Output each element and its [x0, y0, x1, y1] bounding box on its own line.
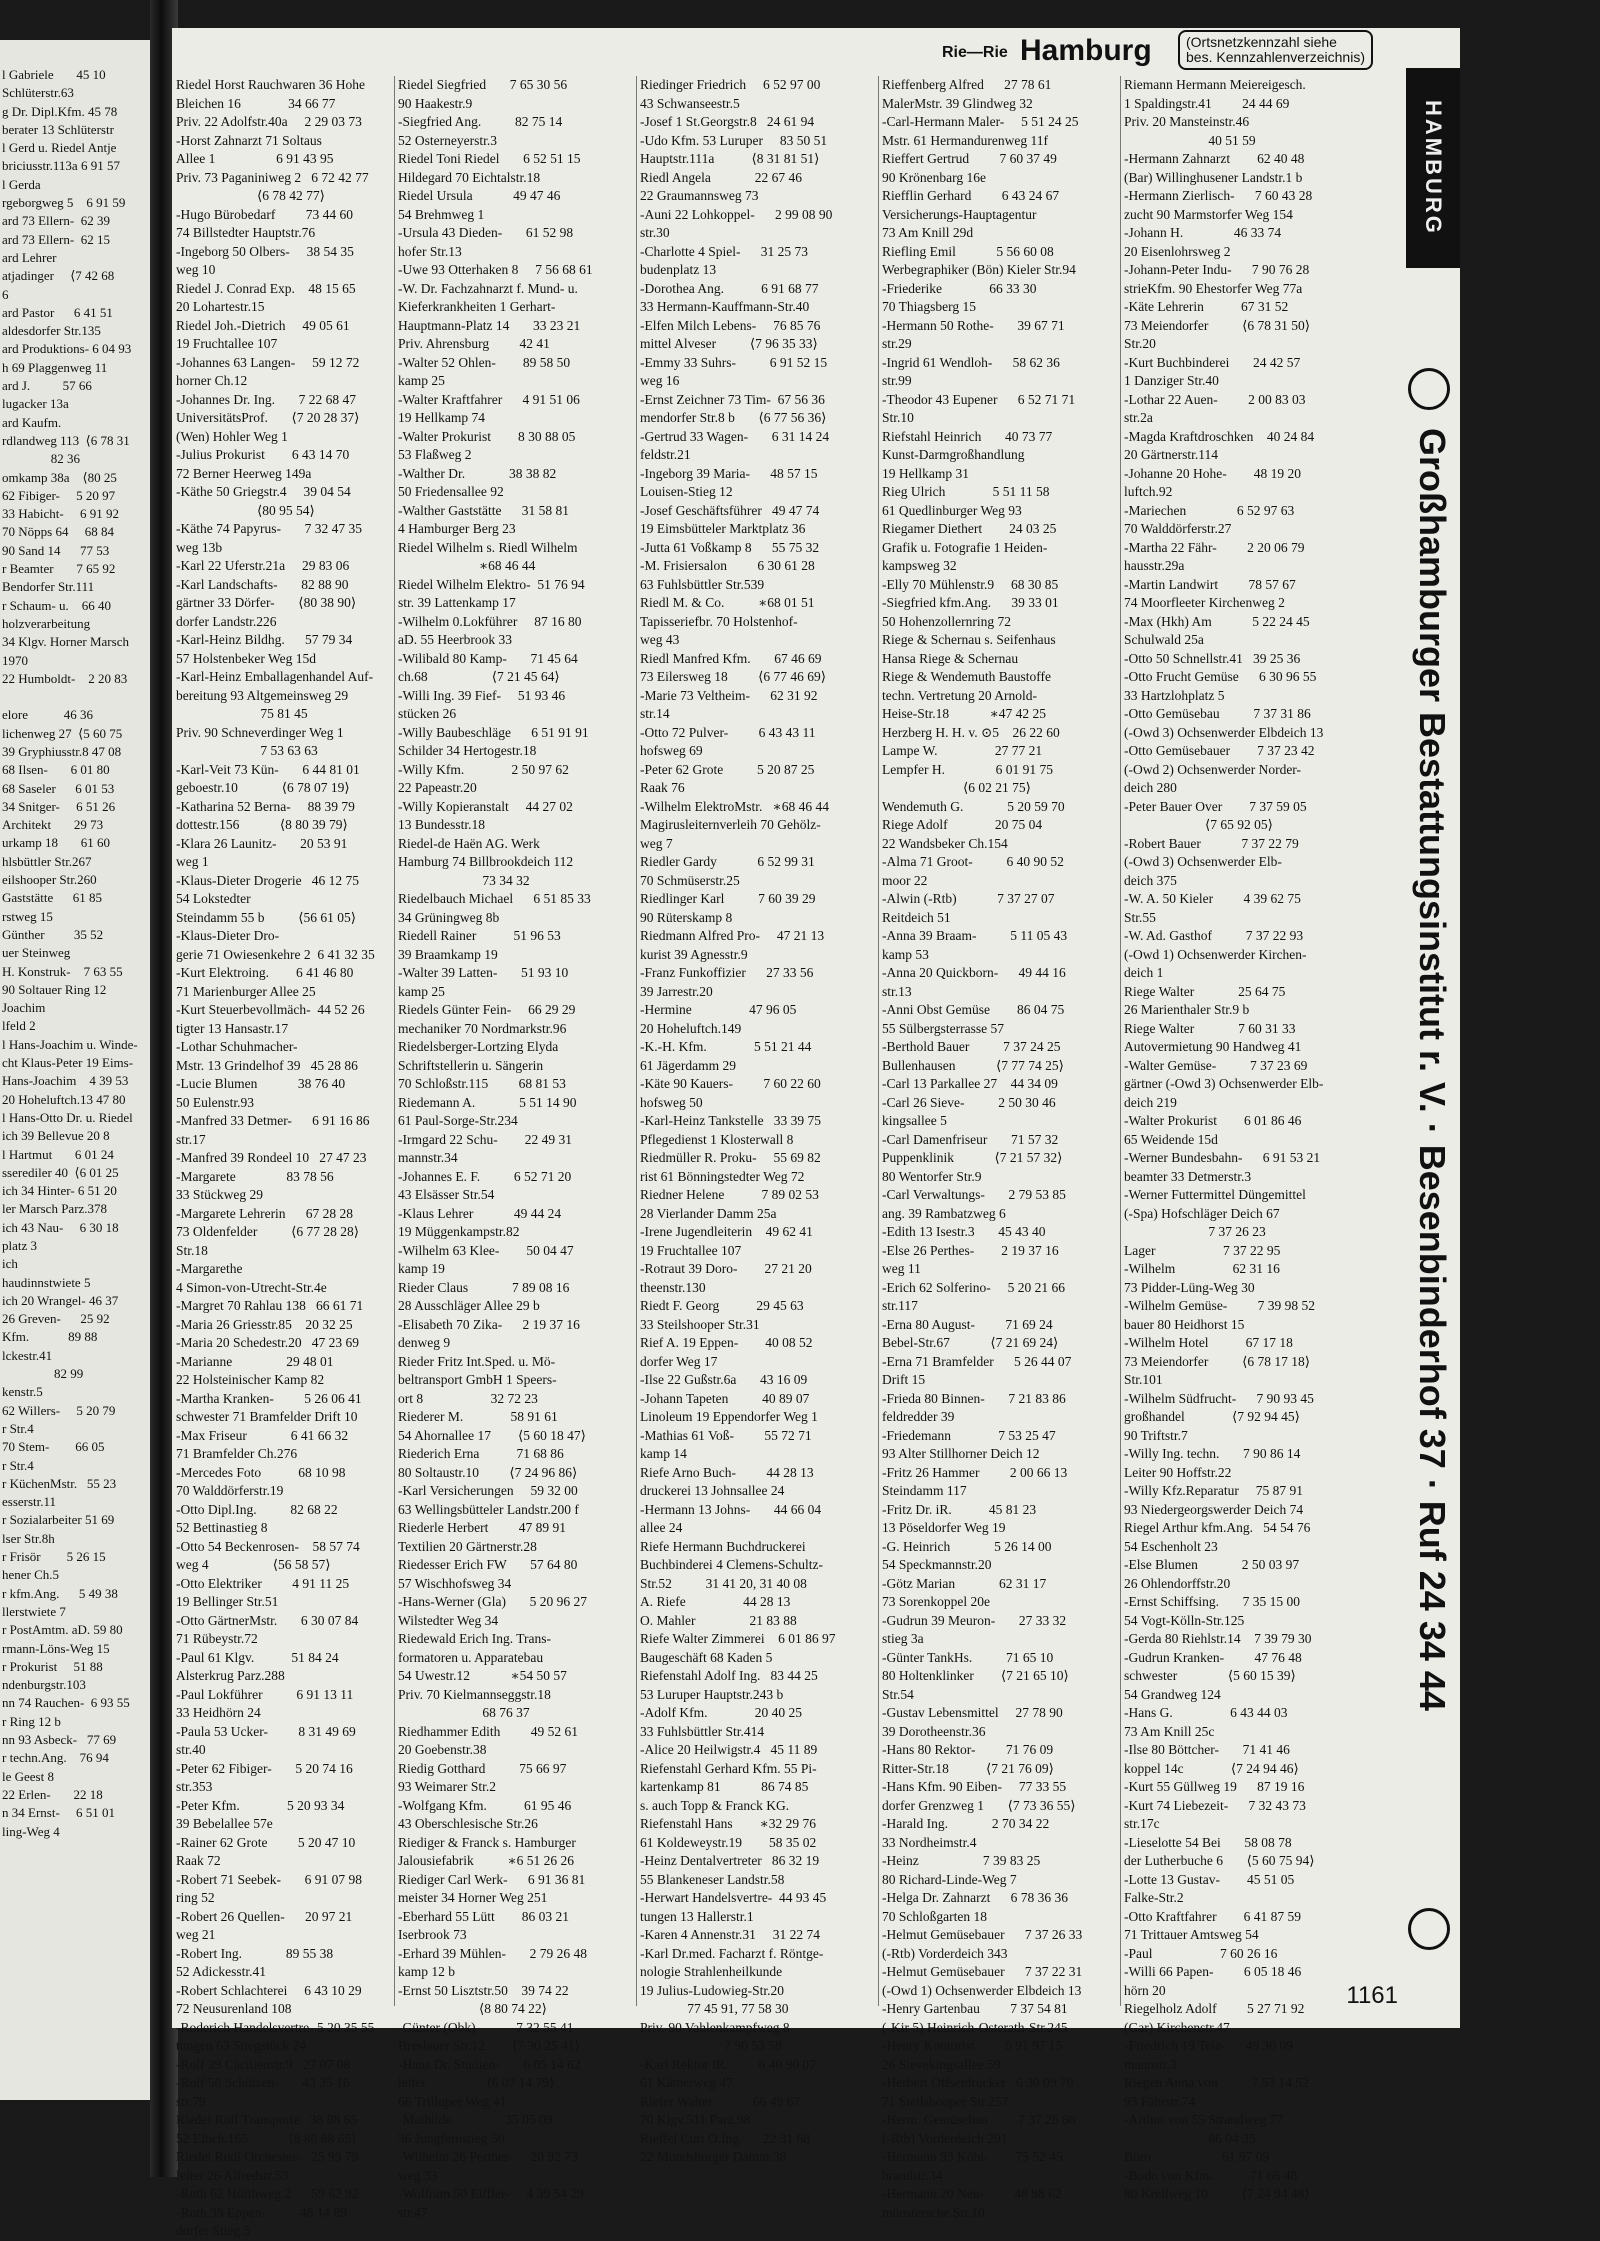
column-2: Riedel Siegfried 7 65 30 56 90 Haakestr.9 -Siegfried Ang. 82 75 14 52 Osterneyerstr.3 Riedel Toni Riedel 6 52 51 15 Hildegard 70 Eichtalstr.18 Riedel Ursula 49 47 46 54 Brehmweg 1 -Ursula 43 Dieden- 61 52 98 hofer Str.13 -Uwe 93 Otterhaken 8 7 56 68 61 -W. Dr. Fachzahnarzt f. Mund- u. Kieferkrankheiten 1 Gerhart- Hauptmann-Platz 14 33 23 21 Priv. Ahrensburg 42 41 -Walter 52 Ohlen- 89 58 50 kamp 25 -Walter Kraftfahrer 4 91 51 06 19 Hellkamp 74 -Walter Prokurist 8 30 88 05 53 Flaßweg 2 -Walther Dr. 38 38 82 50 Friedensallee 92 -Walther Gaststätte 31 58 81 4 Hamburger Berg 23 Riedel Wilhelm s. Riedl Wilhelm ∗68 46 44 Riedel Wilhelm Elektro- 51 76 94 str. 39 Lattenkamp 17 -Wilhelm 0.Lokführer 87 16 80 aD. 55 Heerbrook 33 -Wilibald 80 Kamp- 71 45 64 ch.68 ⟨7 21 45 64⟩ -Willi Ing. 39 Fief- 51 93 46 stücken 26 -Willy Baubeschläge 6 51 91 91 Schilder 34 Hertogestr.18 -Willy Kfm. 2 50 97 62 22 Papeastr.20 -Willy Kopieranstalt 44 27 02 13 Bundesstr.18 Riedel-de Haën AG. Werk Hamburg 74 Billbrookdeich 112 73 34 32 Riedelbauch Michael 6 51 85 33 34 Grüningweg 8b Riedell Rainer 51 96 53 39 Braamkamp 19 -Walter 39 Latten- 51 93 10 kamp 25 Riedels Günter Fein- 66 29 29 mechaniker 70 Nordmarkstr.96 Riedelsberger-Lortzing Elyda Schriftstellerin u. Sängerin 70 Schloßstr.115 68 81 53 Riedemann A. 5 51 14 90 61 Paul-Sorge-Str.234 -Irmgard 22 Schu- 22 49 31 mannstr.34 -Johannes E. F. 6 52 71 20 43 Elsässer Str.54 -Klaus Lehrer 49 44 24 19 Müggenkampstr.82 -Wilhelm 63 Klee- 50 04 47 kamp 19 Rieder Claus 7 89 08 16 28 Ausschläger Allee 29 b -Elisabeth 70 Zika- 2 19 37 16 denweg 9 Rieder Fritz Int.Sped. u. Mö- beltransport GmbH 1 Speers- ort 8 32 72 23 Riederer M. 58 91 61 54 Ahornallee 17 ⟨5 60 18 47⟩ Riederich Erna 71 68 86 80 Soltaustr.10 ⟨7 24 96 86⟩ -Karl Versicherungen 59 32 00 63 Wellingsbütteler Landstr.200 f Riederle Herbert 47 89 91 Textilien 20 Gärtnerstr.28 Riedesser Erich FW 57 64 80 57 Wischhofsweg 34 -Hans-Werner (Gla) 5 20 96 27 Wilstedter Weg 34 Riedewald Erich Ing. Trans- formatoren u. Apparatebau 54 Uwestr.12 ∗54 50 57 Priv. 70 Kielmannseggstr.18 68 76 37 Riedhammer Edith 49 52 61 20 Goebenstr.38 Riedig Gotthard 75 66 97 93 Weimarer Str.2 -Wolfgang Kfm. 61 95 46 43 Oberschlesische Str.26 Riediger & Franck s. Hamburger Jalousiefabrik ∗6 51 26 26 Riediger Carl Werk- 6 91 36 81 meister 34 Horner Weg 251 -Eberhard 55 Lütt 86 03 21 Iserbrook 73 -Erhard 39 Mühlen- 2 79 26 48 kamp 12 b -Ernst 50 Lisztstr.50 39 74 22 ⟨8 80 74 22⟩ -Günter (Obk) 7 32 55 41 Breslauer Str.12 ⟨7 30 25 41⟩ -Hans Dr. Studien- 6 05 14 62 leiter ⟨6 07 14 79⟩ 66 Trilluper Weg 41 -Mathilde 35 05 09 36 Jungfernstieg 50 -Wilhelm 26 Perthes- 20 92 73 weg 33 -Wolfram 50 Eiffler- 4 39 54 29 str.47 [398, 77, 593, 2220]
header-note: (Ortsnetzkennzahl siehe bes. Kennzahlenverzeichnis) [1178, 30, 1373, 70]
column-divider [636, 76, 637, 2006]
column-1: Riedel Horst Rauchwaren 36 Hohe Bleichen 16 34 66 77 Priv. 22 Adolfstr.40a 2 29 03 73 -Horst Zahnarzt 71 Soltaus Allee 1 6 91 43 95 Priv. 73 Paganiniweg 2 6 72 42 77 ⟨6 78 42 77⟩ -Hugo Bürobedarf 73 44 60 74 Billstedter Hauptstr.76 -Ingeborg 50 Olbers- 38 54 35 weg 10 Riedel J. Conrad Exp. 48 15 65 20 Lohartestr.15 Riedel Joh.-Dietrich 49 05 61 19 Fruchtallee 107 -Johannes 63 Langen- 59 12 72 horner Ch.12 -Johannes Dr. Ing. 7 22 68 47 UniversitätsProf. ⟨7 20 28 37⟩ (Wen) Hohler Weg 1 -Julius Prokurist 6 43 14 70 72 Berner Heerweg 149a -Käthe 50 Griegstr.4 39 04 54 ⟨80 95 54⟩ -Käthe 74 Papyrus- 7 32 47 35 weg 13b -Karl 22 Uferstr.21a 29 83 06 -Karl Landschafts- 82 88 90 gärtner 33 Dörfer- ⟨80 38 90⟩ dorfer Landstr.226 -Karl-Heinz Bildhg. 57 79 34 57 Holstenbeker Weg 15d -Karl-Heinz Emballagenhandel Auf- bereitung 93 Altgemeinsweg 29 75 81 45 Priv. 90 Schneverdinger Weg 1 7 53 63 63 -Karl-Veit 73 Kün- 6 44 81 01 geboestr.10 ⟨6 78 07 19⟩ -Katharina 52 Berna- 88 39 79 dottestr.156 ⟨8 80 39 79⟩ -Klara 26 Launitz- 20 53 91 weg 1 -Klaus-Dieter Drogerie 46 12 75 54 Lokstedter Steindamm 55 b ⟨56 61 05⟩ -Klaus-Dieter Dro- gerie 71 Owiesenkehre 2 6 41 32 35 -Kurt Elektroing. 6 41 46 80 71 Marienburger Allee 25 -Kurt Steuerbevollmäch- 44 52 26 tigter 13 Hansastr.17 -Lothar Schuhmacher- Mstr. 13 Grindelhof 39 45 28 86 -Lucie Blumen 38 76 40 50 Eulenstr.93 -Manfred 33 Detmer- 6 91 16 86 str.17 -Manfred 39 Rondeel 10 27 47 23 -Margarete 83 78 56 33 Stückweg 29 -Margarete Lehrerin 67 28 28 73 Oldenfelder ⟨6 77 28 28⟩ Str.18 -Margarethe 4 Simon-von-Utrecht-Str.4e -Margret 70 Rahlau 138 66 61 71 -Maria 26 Griesstr.85 20 32 25 -Maria 20 Schedestr.20 47 23 69 -Marianne 29 48 01 22 Holsteinischer Kamp 82 -Martha Kranken- 5 26 06 41 schwester 71 Bramfelder Drift 10 -Max Friseur 6 41 66 32 71 Bramfelder Ch.276 -Mercedes Foto 68 10 98 70 Walddörferstr.19 -Otto Dipl.Ing. 82 68 22 52 Bettinastieg 8 -Otto 54 Beckenrosen- 58 57 74 weg 4 ⟨56 58 57⟩ -Otto Elektriker 4 91 11 25 19 Bellinger Str.51 -Otto GärtnerMstr. 6 30 07 84 71 Rübeystr.72 -Paul 61 Klgv. 51 84 24 Alsterkrug Parz.288 -Paul Lokführer 6 91 13 11 33 Heidhörn 24 -Paula 53 Ucker- 8 31 49 69 str.40 -Peter 62 Fibiger- 5 20 74 16 str.353 -Peter Kfm. 5 20 93 34 39 Bebelallee 57e -Rainer 62 Grote 5 20 47 10 Raak 72 -Robert 71 Seebek- 6 91 07 98 ring 52 -Robert 26 Quellen- 20 97 21 weg 21 -Robert Ing. 89 55 38 52 Adickesstr.41 -Robert Schlachterei 6 43 10 29 72 Neusurenland 108 -Roderich Handelsvertre- 5 20 35 55 tungen 63 Stiegstück 24 -Rolf 39 Cäcilienstr.9 27 07 08 -Rolf 50 Schützen- 43 35 16 str.79 Riedel Rolf Transporte 38 88 65 52 Elbch.165 ⟨8 80 88 65⟩ Riedel Rudi Orchester- 25 99 79 leiter 26 Alfredstr.53 -Ruth 62 Hürthweg 2 59 62 92 -Ruth 39 Eppen- 46 14 89 dorfer Stieg 5 [176, 77, 375, 2238]
page-number: 1161 [1346, 1982, 1398, 2009]
city-thumb-tab: HAMBURG [1406, 68, 1460, 268]
left-page-text: l Gabriele 45 10 Schlüterstr.63 g Dr. Dipl.Kfm. 45 78 berater 13 Schlüterstr l Gerd u. Riedel Antje briciusstr.113a 6 91 57 l Gerda rgeborgweg 5 6 91 59 ard 73 Ellern- 62 39 ard 73 Ellern- 62 15 ard Lehrer atjadinger ⟨7 42 68 6 ard Pastor 6 41 51 aldesdorfer Str.135 ard Produktions- 6 04 93 h 69 Plaggenweg 11 ard J. 57 66 lugacker 13a ard Kaufm. rdlandweg 113 ⟨6 78 31 82 36 omkamp 38a ⟨80 25 62 Fibiger- 5 20 97 33 Habicht- 6 91 92 70 Nöpps 64 68 84 90 Sand 14 77 53 r Beamter 7 65 92 Bendorfer Str.111 r Schaum- u. 66 40 holzverarbeitung 34 Klgv. Horner Marsch 1970 22 Humboldt- 2 20 83 elore 46 36 lichenweg 27 ⟨5 60 75 39 Gryphiusstr.8 47 08 68 Ilsen- 6 01 80 68 Saseler 6 01 53 34 Snitger- 6 51 26 Architekt 29 73 urkamp 18 61 60 hlsbüttler Str.267 eilshooper Str.260 Gaststätte 61 85 rstweg 15 Günther 35 52 uer Steinweg H. Konstruk- 7 63 55 90 Soltauer Ring 12 Joachim lfeld 2 l Hans-Joachim u. Winde- cht Klaus-Peter 19 Eims- Hans-Joachim 4 39 53 20 Hoheluftch.13 47 80 l Hans-Otto Dr. u. Riedel ich 39 Bellevue 20 8 l Hartmut 6 01 24 sserediler 40 ⟨6 01 25 ich 34 Hinter- 6 51 20 ler Marsch Parz.378 ich 43 Nau- 6 30 18 platz 3 ich haudinnstwiete 5 ich 20 Wrangel- 46 37 26 Greven- 25 92 Kfm. 89 88 lckestr.41 82 99 kenstr.5 62 Willers- 5 20 79 r Str.4 70 Stem- 66 05 r Str.4 r KüchenMstr. 55 23 esserstr.11 r Sozialarbeiter 51 69 lser Str.8h r Frisör 5 26 15 hener Ch.5 r kfm.Ang. 5 49 38 llerstwiete 7 r PostAmtm. aD. 59 80 rmann-Löns-Weg 15 r Prokurist 51 88 ndenburgstr.103 nn 74 Rauchen- 6 93 55 r Ring 12 b nn 93 Asbeck- 77 69 r techn.Ang. 76 94 le Geest 8 22 Erlen- 22 18 n 34 Ernst- 6 51 01 ling-Weg 4 [2, 67, 138, 1839]
page-range: Rie—Rie [942, 44, 1008, 61]
left-page-fragment [0, 40, 168, 2100]
side-advertisement: Großhamburger Bestattungsinstitut r. V. · Besenbinderhof 37 · Ruf 24 34 44 [1412, 428, 1453, 1711]
page-header [172, 28, 1460, 74]
column-divider [1120, 76, 1121, 2006]
column-divider [878, 76, 879, 2006]
directory-page [172, 28, 1460, 2238]
column-3: Riedinger Friedrich 6 52 97 00 43 Schwanseestr.5 -Josef 1 St.Georgstr.8 24 61 94 -Udo Kfm. 53 Luruper 83 50 51 Hauptstr.111a ⟨8 31 81 51⟩ Riedl Angela 22 67 46 22 Graumannsweg 73 -Auni 22 Lohkoppel- 2 99 08 90 str.30 -Charlotte 4 Spiel- 31 25 73 budenplatz 13 -Dorothea Ang. 6 91 68 77 33 Hermann-Kauffmann-Str.40 -Elfen Milch Lebens- 76 85 76 mittel Alveser ⟨7 96 35 33⟩ -Emmy 33 Suhrs- 6 91 52 15 weg 16 -Ernst Zeichner 73 Tim- 67 56 36 mendorfer Str.8 b ⟨6 77 56 36⟩ -Gertrud 33 Wagen- 6 31 14 24 feldstr.21 -Ingeborg 39 Maria- 48 57 15 Louisen-Stieg 12 -Josef Geschäftsführer 49 47 74 19 Eimsbütteler Marktplatz 36 -Jutta 61 Voßkamp 8 55 75 32 -M. Frisiersalon 6 30 61 28 63 Fuhlsbüttler Str.539 Riedl M. & Co. ∗68 01 51 Tapisseriefbr. 70 Holstenhof- weg 43 Riedl Manfred Kfm. 67 46 69 73 Eilersweg 18 ⟨6 77 46 69⟩ -Marie 73 Veltheim- 62 31 92 str.14 -Otto 72 Pulver- 6 43 43 11 hofsweg 69 -Peter 62 Grote 5 20 87 25 Raak 76 -Wilhelm ElektroMstr. ∗68 46 44 Magirusleiternverleih 70 Gehölz- weg 7 Riedler Gardy 6 52 99 31 70 Schmüserstr.25 Riedlinger Karl 7 60 39 29 90 Rüterskamp 8 Riedmann Alfred Pro- 47 21 13 kurist 39 Agnesstr.9 -Franz Funkoffizier 27 33 56 39 Jarrestr.20 -Hermine 47 96 05 20 Hoheluftch.149 -K.-H. Kfm. 5 51 21 44 61 Jägerdamm 29 -Käte 90 Kauers- 7 60 22 60 hofsweg 50 -Karl-Heinz Tankstelle 33 39 75 Pflegedienst 1 Klosterwall 8 Riedmüller R. Proku- 55 69 82 rist 61 Bönningstedter Weg 72 Riedner Helene 7 89 02 53 28 Vierlander Damm 25a -Irene Jugendleiterin 49 62 41 19 Fruchtallee 107 -Rotraut 39 Doro- 27 21 20 theenstr.130 Riedt F. Georg 29 45 63 33 Steilshooper Str.31 Rief A. 19 Eppen- 40 08 52 dorfer Weg 17 -Ilse 22 Gußstr.6a 43 16 09 -Johann Tapeten 40 89 07 Linoleum 19 Eppendorfer Weg 1 -Mathias 61 Voß- 55 72 71 kamp 14 Riefe Arno Buch- 44 28 13 druckerei 13 Johnsallee 24 -Hermann 13 Johns- 44 66 04 allee 24 Riefe Hermann Buchdruckerei Buchbinderei 4 Clemens-Schultz- Str.52 31 41 20, 31 40 08 A. Riefe 44 28 13 O. Mahler 21 83 88 Riefe Walter Zimmerei 6 01 86 97 Baugeschäft 68 Kaden 5 Riefenstahl Adolf Ing. 83 44 25 53 Luruper Hauptstr.243 b -Adolf Kfm. 20 40 25 33 Fuhlsbüttler Str.414 -Alice 20 Heilwigstr.4 45 11 89 Riefenstahl Gerhard Kfm. 55 Pi- kartenkamp 81 86 74 85 s. auch Topp & Franck KG. Riefenstahl Hans ∗32 29 76 61 Koldeweystr.19 58 35 02 -Heinz Dentalvertreter 86 32 19 55 Blankeneser Landstr.58 -Herwart Handelsvertre- 44 93 45 tungen 13 Hallerstr.1 -Karen 4 Annenstr.31 31 22 74 -Karl Dr.med. Facharzt f. Röntge- nologie Strahlenheilkunde 19 Julius-Ludowieg-Str.20 77 45 91, 77 58 30 Priv. 90 Vahlenkampfweg 8 7 90 53 58 -Karl Rektor iR. 6 40 90 07 61 Kätnerweg 47 Riefer Walter 66 49 67 70 Klgv.511 Parz.98 Rieffel Curt O.Ing. 22 31 68 22 Mundsburger Damm 38 [640, 77, 836, 2164]
column-divider [394, 76, 395, 2006]
funeral-logo-icon [1408, 368, 1450, 410]
column-5: Riemann Hermann Meiereigesch. 1 Spaldingstr.41 24 44 69 Priv. 20 Mansteinstr.46 40 51 59 -Hermann Zahnarzt 62 40 48 (Bar) Willinghusener Landstr.1 b -Hermann Zierlisch- 7 60 43 28 zucht 90 Marmstorfer Weg 154 -Johann H. 46 33 74 20 Eisenlohrsweg 2 -Johann-Peter Indu- 7 90 76 28 strieKfm. 90 Ehestorfer Weg 77a -Käte Lehrerin 67 31 52 73 Meiendorfer ⟨6 78 31 50⟩ Str.20 -Kurt Buchbinderei 24 42 57 1 Danziger Str.40 -Lothar 22 Auen- 2 00 83 03 str.2a -Magda Kraftdroschken 40 24 84 20 Gärtnerstr.114 -Johanne 20 Hohe- 48 19 20 luftch.92 -Mariechen 6 52 97 63 70 Walddörferstr.27 -Martha 22 Fähr- 2 20 06 79 hausstr.29a -Martin Landwirt 78 57 67 74 Moorfleeter Kirchenweg 2 -Max (Hkh) Am 5 22 24 45 Schulwald 25a -Otto 50 Schnellstr.41 39 25 36 -Otto Frucht Gemüse 6 30 96 55 33 Hartzlohplatz 5 -Otto Gemüsebau 7 37 31 86 (-Owd 3) Ochsenwerder Elbdeich 13 -Otto Gemüsebauer 7 37 23 42 (-Owd 2) Ochsenwerder Norder- deich 280 -Peter Bauer Over 7 37 59 05 ⟨7 65 92 05⟩ -Robert Bauer 7 37 22 79 (-Owd 3) Ochsenwerder Elb- deich 375 -W. A. 50 Kieler 4 39 62 75 Str.55 -W. Ad. Gasthof 7 37 22 93 (-Owd 1) Ochsenwerder Kirchen- deich 1 Riege Walter 25 64 75 26 Marienthaler Str.9 b Riege Walter 7 60 31 33 Autovermietung 90 Handweg 41 -Walter Gemüse- 7 37 23 69 gärtner (-Owd 3) Ochsenwerder Elb- deich 219 -Walter Prokurist 6 01 86 46 65 Weidende 15d -Werner Bundesbahn- 6 91 53 21 beamter 33 Detmerstr.3 -Werner Futtermittel Düngemittel (-Spa) Hofschläger Deich 67 7 37 26 23 Lager 7 37 22 95 -Wilhelm 62 31 16 73 Pidder-Lüng-Weg 30 -Wilhelm Gemüse- 7 39 98 52 bauer 80 Heidhorst 15 -Wilhelm Hotel 67 17 18 73 Meiendorfer ⟨6 78 17 18⟩ Str.101 -Wilhelm Südfrucht- 7 90 93 45 großhandel ⟨7 92 94 45⟩ 90 Triftstr.7 -Willy Ing. techn. 7 90 86 14 Leiter 90 Hoffstr.22 -Willy Kfz.Reparatur 75 87 91 93 Niedergeorgswerder Deich 74 Riegel Arthur kfm.Ang. 54 54 76 54 Eschenholt 23 -Else Blumen 2 50 03 97 26 Ohlendorffstr.20 -Ernst Schiffsing. 7 35 15 00 54 Vogt-Kölln-Str.125 -Gerda 80 Riehlstr.14 7 39 79 30 -Gudrun Kranken- 47 76 48 schwester ⟨5 60 15 39⟩ 54 Grandweg 124 -Hans G. 6 43 44 03 73 Am Knill 25c -Ilse 80 Böttcher- 71 41 46 koppel 14c ⟨7 24 94 46⟩ -Kurt 55 Güllweg 19 87 19 16 -Kurt 74 Liebezeit- 7 32 43 73 str.17c -Lieselotte 54 Bei 58 08 78 der Lutherbuche 6 ⟨5 60 75 94⟩ -Lotte 13 Gustav- 45 51 05 Falke-Str.2 -Otto Kraftfahrer 6 41 87 59 71 Trittauer Amtsweg 54 -Paul 7 60 26 16 -Willi 66 Papen- 6 05 18 46 hörn 20 Riegelholz Adolf 5 27 71 92 (Gar) Kirchenstr.47 -Friedrich 19 Tele- 49 30 09 mannstr.3 Riegen Anna von 7 53 14 52 93 Fährstr.74 -Arthur von 55 Strandweg 77 86 04 35 Büro 61 97 09 -Bodo von Kfm. 71 66 48 80 Krellweg 10 ⟨7 24 94 48⟩ [1124, 77, 1324, 2201]
funeral-logo-icon [1408, 1908, 1450, 1950]
page-city: Hamburg [1020, 34, 1152, 67]
column-4: Rieffenberg Alfred 27 78 61 MalerMstr. 39 Glindweg 32 -Carl-Hermann Maler- 5 51 24 25 Mstr. 61 Hermandurenweg 11f Rieffert Gertrud 7 60 37 49 90 Krönenbarg 16e Riefflin Gerhard 6 43 24 67 Versicherungs-Hauptagentur 73 Am Knill 29d Riefling Emil 5 56 60 08 Werbegraphiker (Bön) Kieler Str.94 -Friederike 66 33 30 70 Thiagsberg 15 -Hermann 50 Rothe- 39 67 71 str.29 -Ingrid 61 Wendloh- 58 62 36 str.99 -Theodor 43 Eupener 6 52 71 71 Str.10 Riefstahl Heinrich 40 73 77 Kunst-Darmgroßhandlung 19 Hellkamp 31 Rieg Ulrich 5 51 11 58 61 Quedlinburger Weg 93 Riegamer Diethert 24 03 25 Grafik u. Fotografie 1 Heiden- kampsweg 32 -Elly 70 Mühlenstr.9 68 30 85 -Siegfried kfm.Ang. 39 33 01 50 Hohenzollernring 72 Riege & Schernau s. Seifenhaus Hansa Riege & Schernau Riege & Wendemuth Baustoffe techn. Vertretung 20 Arnold- Heise-Str.18 ∗47 42 25 Herzberg H. H. v. ⊙5 26 22 60 Lampe W. 27 77 21 Lempfer H. 6 01 91 75 ⟨6 02 21 75⟩ Wendemuth G. 5 20 59 70 Riege Adolf 20 75 04 22 Wandsbeker Ch.154 -Alma 71 Groot- 6 40 90 52 moor 22 -Alwin (-Rtb) 7 37 27 07 Reitdeich 51 -Anna 39 Braam- 5 11 05 43 kamp 53 -Anna 20 Quickborn- 49 44 16 str.13 -Anni Obst Gemüse 86 04 75 55 Sülbergsterrasse 57 -Berthold Bauer 7 37 24 25 Bullenhausen ⟨7 77 74 25⟩ -Carl 13 Parkallee 27 44 34 09 -Carl 26 Sieve- 2 50 30 46 kingsallee 5 -Carl Damenfriseur 71 57 32 Puppenklinik ⟨7 21 57 32⟩ 80 Wentorfer Str.9 -Carl Verwaltungs- 2 79 53 85 ang. 39 Rambatzweg 6 -Edith 13 Isestr.3 45 43 40 -Else 26 Perthes- 2 19 37 16 weg 11 -Erich 62 Solferino- 5 20 21 66 str.117 -Erna 80 August- 71 69 24 Bebel-Str.67 ⟨7 21 69 24⟩ -Erna 71 Bramfelder 5 26 44 07 Drift 15 -Frieda 80 Binnen- 7 21 83 86 feldredder 39 -Friedemann 7 53 25 47 93 Alter Stillhorner Deich 12 -Fritz 26 Hammer 2 00 66 13 Steindamm 117 -Fritz Dr. iR. 45 81 23 13 Pöseldorfer Weg 19 -G. Heinrich 5 26 14 00 54 Speckmannstr.20 -Götz Marian 62 31 17 73 Sorenkoppel 20e -Gudrun 39 Meuron- 27 33 32 stieg 3a -Günter TankHs. 71 65 10 80 Holtenklinker ⟨7 21 65 10⟩ Str.54 -Gustav Lebensmittel 27 78 90 39 Dorotheenstr.36 -Hans 80 Rektor- 71 76 09 Ritter-Str.18 ⟨7 21 76 09⟩ -Hans Kfm. 90 Eiben- 77 33 55 dorfer Grenzweg 1 ⟨7 73 36 55⟩ -Harald Ing. 2 70 34 22 33 Nordheimstr.4 -Heinz 7 39 83 25 80 Richard-Linde-Weg 7 -Helga Dr. Zahnarzt 6 78 36 36 70 Schloßgarten 18 -Helmut Gemüsebauer 7 37 26 33 (-Rtb) Vorderdeich 343 -Helmut Gemüsebauer 7 37 22 31 (-Owd 1) Ochsenwerder Elbdeich 13 -Henry Gartenbau 7 37 54 81 (-Kir 5) Heinrich-Osterath-Str.245 -Henry Kontorist 6 91 97 15 26 Sievekingsallee 59 -Herbert Offsetdrucker 6 30 09 70 71 Steilshooper Str.257 -Herm. Gemüsebau 7 37 26 86 (-Rtb) Vorderdeich 291 -Hermann 93 Köhl- 75 52 45 brandstr.34 -Hermann 20 Neu- 48 98 62 münstersche Str.10 [882, 77, 1083, 2220]
